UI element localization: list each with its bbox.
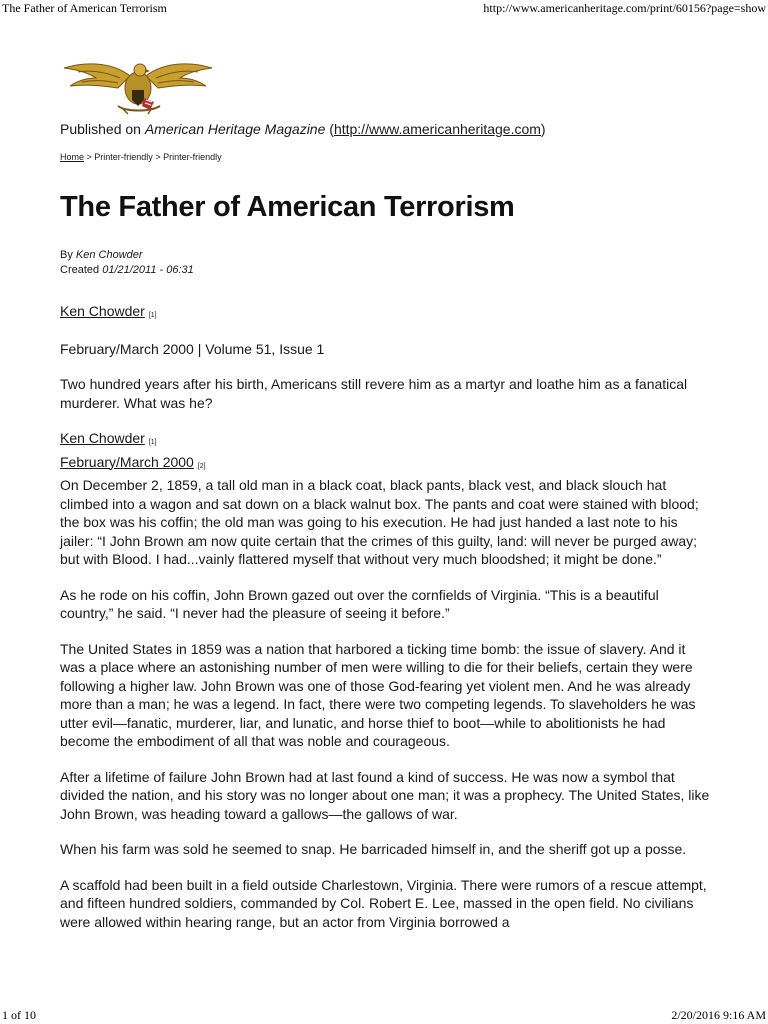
breadcrumb-home-link[interactable]: Home <box>60 152 85 162</box>
created-label: Created <box>60 264 103 276</box>
breadcrumb-item-printer-friendly-2: Printer-friendly <box>163 152 222 162</box>
print-header-title: The Father of American Terrorism <box>2 1 167 15</box>
author-link[interactable]: Ken Chowder <box>60 303 145 319</box>
paragraph: A scaffold had been built in a field outside Charlestown, Virginia. There were rumors of a rescue attempt, and fifteen hundred soldiers, commanded by Col. Robert E. Lee, massed in the open field. No civilians were allowed within hearing range, but an actor from Virginia borrowed a <box>60 876 707 930</box>
paragraph: The United States in 1859 was a nation that harbored a ticking time bomb: the issue of slavery. And it was a place where an astonishing number of men were willing to die for their beliefs, certain they were following a higher law. John Brown was one of those God-fearing yet violent men. And he was already more than a man; he was a legend. In fact, there were two competing legends. To slaveholders he was utter evil—fanatic, murderer, liar, and lunatic, and horse thief to boot—while to abolitionists he had become the embodiment of all that was noble and courageous. <box>60 640 696 749</box>
print-header-url: http://www.americanheritage.com/print/60156?page=show <box>483 1 766 15</box>
published-close-paren: ) <box>540 121 546 137</box>
page-number: 1 of 10 <box>2 1008 36 1022</box>
issue-link[interactable]: February/March 2000 <box>60 453 194 470</box>
breadcrumb-sep: > <box>84 152 95 162</box>
print-datetime: 2/20/2016 9:16 AM <box>671 1008 766 1022</box>
paragraph: After a lifetime of failure John Brown had at last found a kind of success. He was now a symbol that divided the nation, and his story was no longer about one man; it was a prophecy. The United States, like John Brown, was heading toward a gallows—the gallows of war. <box>60 768 710 822</box>
page-title: The Father of American Terrorism <box>60 191 515 223</box>
print-header <box>0 0 768 18</box>
created-date: 01/21/2011 - 06:31 <box>102 264 194 276</box>
breadcrumb-sep: > <box>152 152 164 162</box>
paragraph: As he rode on his coffin, John Brown gazed out over the cornfields of Virginia. “This is a beautiful country,” he said. “I never had the pleasure of seeing it before.” <box>60 586 659 621</box>
ref-marker-3[interactable]: [2] <box>197 462 206 470</box>
paragraph: On December 2, 1859, a tall old man in a black coat, black pants, black vest, and black slouch hat climbed into a wagon and sat down on a black walnut box. The pants and coat were stained with blood; the box was his coffin; the old man was going to his execution. He had just handed a last note to his jailer: “I John Brown am now quite certain that the crimes of this guilty, land: will never be purged away; but with Blood. I had...vainly flattered myself that without very much bloodshed; it might be done.” <box>60 477 699 567</box>
published-line <box>60 120 710 138</box>
breadcrumb <box>60 152 710 162</box>
magazine-name: American Heritage Magazine <box>144 121 326 137</box>
print-footer <box>0 1006 768 1024</box>
site-link[interactable]: http://www.americanheritage.com <box>333 121 541 137</box>
ref-marker[interactable]: [1] <box>148 312 157 319</box>
article-body <box>60 302 710 931</box>
article-meta <box>60 248 710 278</box>
eagle-logo-icon <box>60 54 216 116</box>
issue-line: February/March 2000 | Volume 51, Issue 1 <box>60 340 325 357</box>
author-link-2[interactable]: Ken Chowder <box>60 430 145 446</box>
article-dek: Two hundred years after his birth, Americans still revere him as a martyr and loathe him as a fanatical murderer. What was he? <box>60 376 688 411</box>
published-open-paren: ( <box>325 121 334 137</box>
author-name: Ken Chowder <box>75 249 143 261</box>
published-prefix: Published on <box>60 121 145 137</box>
ref-marker-2[interactable]: [1] <box>148 439 157 446</box>
article-content <box>60 54 710 948</box>
breadcrumb-item-printer-friendly: Printer-friendly <box>94 152 153 162</box>
by-label: By <box>60 249 76 261</box>
paragraph: When his farm was sold he seemed to snap. He barricaded himself in, and the sheriff got up a posse. <box>60 841 687 857</box>
